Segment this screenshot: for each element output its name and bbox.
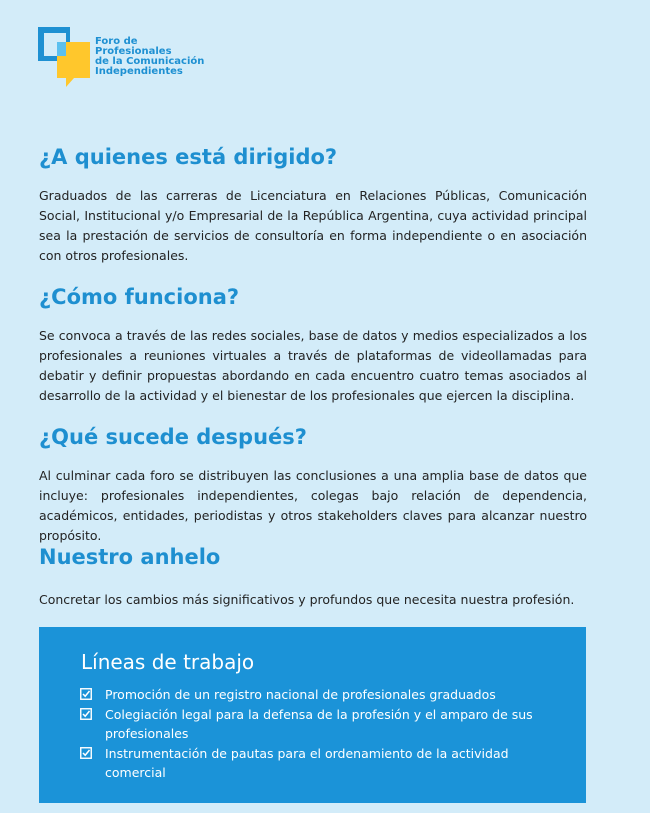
section-nuestro-anhelo [39,544,587,610]
logo-line: Independientes [95,66,183,77]
checkbox-icon [80,708,92,720]
section-a-quienes [39,144,587,266]
section-text: Graduados de las carreras de Licenciatura en Relaciones Públicas, Comunicación Social, Institucional y/o Empresarial de la República Argentina, cuya actividad principal sea la prestación de servicios de consultoría en forma independiente o en asociación con otros profesionales. [39,188,587,263]
section-title: Nuestro anhelo [39,545,221,569]
section-text: Al culminar cada foro se distribuyen las conclusiones a una amplia base de datos que incluye: profesionales independientes, colegas bajo relación de dependencia, académicos, entidades, periodistas y otros stakeholders claves para alcanzar nuestro propósito. [39,468,587,543]
section-como-funciona [39,284,587,406]
section-title: ¿A quienes está dirigido? [39,145,338,169]
list-item [80,744,540,783]
list-item-text: Colegiación legal para la defensa de la profesión y el amparo de sus profesionales [105,706,533,741]
section-title: ¿Qué sucede después? [39,425,307,449]
list-item [80,685,540,705]
logo [38,27,238,102]
list-item [80,705,540,744]
section-que-sucede [39,424,587,546]
lineas-list [80,685,540,783]
logo-line: de la Comunicación [95,56,205,67]
section-text: Concretar los cambios más significativos y profundos que necesita nuestra profesión. [39,592,575,607]
lineas-de-trabajo-box [39,627,586,803]
section-text: Se convoca a través de las redes sociales, base de datos y medios especializados a los profesionales a reuniones virtuales a través de plataformas de videollamadas para debatir y definir propuestas abordando en cada encuentro cuatro temas asociados al desarrollo de la actividad y el bienestar de los profesionales que ejercen la disciplina. [39,328,587,403]
checkbox-icon [80,688,92,700]
logo-line: Profesionales [95,46,172,57]
lineas-title: Líneas de trabajo [81,650,255,674]
section-title: ¿Cómo funciona? [39,285,240,309]
checkbox-icon [80,747,92,759]
list-item-text: Promoción de un registro nacional de profesionales graduados [105,687,496,702]
logo-speech-bubbles-icon [38,27,98,102]
logo-line: Foro de [95,36,138,47]
list-item-text: Instrumentación de pautas para el ordenamiento de la actividad comercial [105,745,509,780]
logo-text [95,37,204,77]
